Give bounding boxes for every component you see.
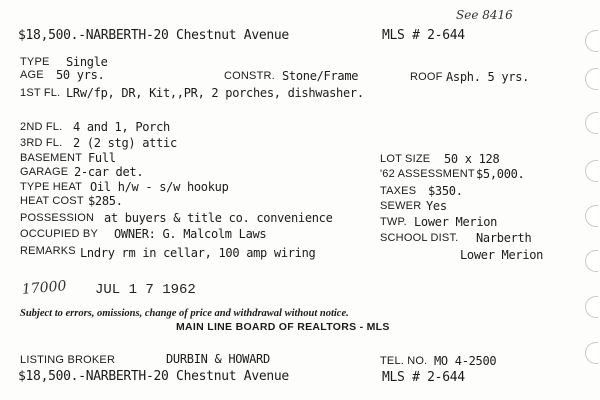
assessment-label: '62 ASSESSMENT <box>380 168 475 180</box>
assessment-value: $5,000. <box>476 167 525 181</box>
binder-hole <box>585 30 598 52</box>
school-district-label: SCHOOL DIST. <box>380 232 459 244</box>
remarks-label: REMARKS <box>20 245 76 257</box>
footer-mls-number: MLS # 2-644 <box>382 370 465 385</box>
occupied-by-value: OWNER: G. Malcolm Laws <box>114 227 267 241</box>
second-floor-value: 4 and 1, Porch <box>73 120 170 134</box>
occupied-by-label: OCCUPIED BY <box>20 228 98 240</box>
taxes-label: TAXES <box>380 185 417 197</box>
first-floor-value: LRw/fp, DR, Kit,,PR, 2 porches, dishwasher. <box>66 86 364 100</box>
garage-value: 2-car det. <box>74 165 144 179</box>
basement-label: BASEMENT <box>20 152 83 164</box>
binder-hole <box>585 68 598 90</box>
heat-cost-value: $285. <box>88 194 123 208</box>
sewer-value: Yes <box>426 199 447 213</box>
type-heat-value: Oil h/w - s/w hookup <box>90 180 229 194</box>
binder-holes <box>578 0 600 400</box>
taxes-value: $350. <box>428 184 463 198</box>
constr-label: CONSTR. <box>224 70 275 82</box>
listing-broker-label: LISTING BROKER <box>20 354 116 366</box>
binder-hole <box>585 112 598 134</box>
age-value: 50 yrs. <box>56 68 105 82</box>
first-floor-label: 1ST FL. <box>20 87 61 99</box>
remarks-value: Lndry rm in cellar, 100 amp wiring <box>80 246 316 260</box>
age-label: AGE <box>20 69 44 81</box>
board-name: MAIN LINE BOARD OF REALTORS - MLS <box>176 321 390 333</box>
header-mls-number: MLS # 2-644 <box>382 28 465 43</box>
handwritten-note: See 8416 <box>456 8 513 22</box>
school-district-value-2: Lower Merion <box>460 248 544 262</box>
telephone-label: TEL. NO. <box>380 355 428 367</box>
header-price-address: $18,500.-NARBERTH-20 Chestnut Avenue <box>18 28 289 43</box>
sewer-label: SEWER <box>380 200 422 212</box>
binder-hole <box>585 205 598 227</box>
date-stamp: JUL 1 7 1962 <box>95 282 196 298</box>
footer-price-address: $18,500.-NARBERTH-20 Chestnut Avenue <box>18 369 289 384</box>
binder-hole <box>585 250 598 272</box>
binder-hole <box>585 160 598 182</box>
binder-hole <box>585 342 598 364</box>
type-value: Single <box>66 55 108 69</box>
twp-value: Lower Merion <box>414 215 498 229</box>
handwritten-price: 17000 <box>21 278 68 298</box>
possession-value: at buyers & title co. convenience <box>104 211 333 225</box>
third-floor-label: 3RD FL. <box>20 137 63 149</box>
garage-label: GARAGE <box>20 166 69 178</box>
school-district-value: Narberth <box>476 231 532 245</box>
type-heat-label: TYPE HEAT <box>20 181 83 193</box>
roof-value: Asph. 5 yrs. <box>446 70 530 84</box>
roof-label: ROOF <box>410 71 443 83</box>
twp-label: TWP. <box>380 216 407 228</box>
lot-size-value: 50 x 128 <box>444 152 500 166</box>
lot-size-label: LOT SIZE <box>380 153 431 165</box>
constr-value: Stone/Frame <box>282 69 359 83</box>
binder-hole <box>585 296 598 318</box>
possession-label: POSSESSION <box>20 212 95 224</box>
third-floor-value: 2 (2 stg) attic <box>73 136 177 150</box>
disclaimer-text: Subject to errors, omissions, change of price and withdrawal without notice. <box>20 308 349 319</box>
telephone-value: MO 4-2500 <box>434 354 497 368</box>
second-floor-label: 2ND FL. <box>20 121 63 133</box>
type-label: TYPE <box>20 56 50 68</box>
heat-cost-label: HEAT COST <box>20 195 84 207</box>
listing-broker-value: DURBIN & HOWARD <box>166 352 270 366</box>
basement-value: Full <box>88 151 116 165</box>
